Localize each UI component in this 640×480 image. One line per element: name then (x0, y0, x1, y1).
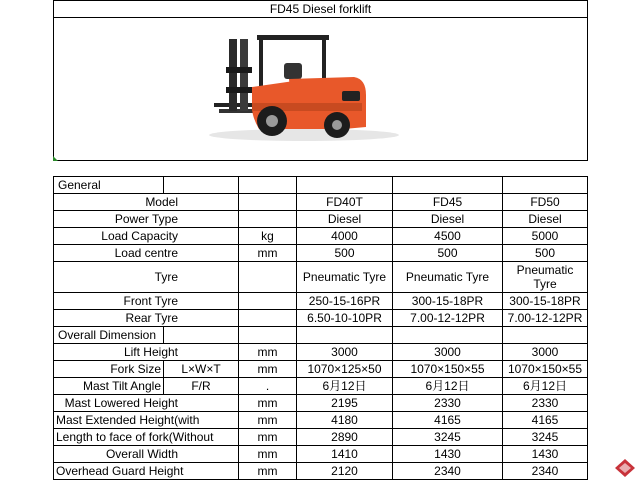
row-unit: mm (239, 395, 297, 412)
cell-fd50: 1070×150×55 (503, 361, 588, 378)
cell-fd45: Diesel (393, 211, 503, 228)
table-row (54, 177, 588, 194)
table-row (54, 378, 588, 395)
row-sublabel: L×W×T (164, 361, 239, 378)
row-label: Fork Size (54, 361, 164, 378)
cell-fd40t: 2120 (297, 463, 393, 480)
row-unit (239, 310, 297, 327)
cell-fd50: 7.00-12-12PR (503, 310, 588, 327)
row-unit: mm (239, 412, 297, 429)
cell-fd50 (503, 327, 588, 344)
row-sublabel (164, 177, 239, 194)
row-label: Mast Lowered Height (54, 395, 239, 412)
cell-fd50: 3000 (503, 344, 588, 361)
cell-fd45: 1070×150×55 (393, 361, 503, 378)
cell-fd50: 5000 (503, 228, 588, 245)
row-label: Length to face of fork(Without (54, 429, 239, 446)
forklift-image (54, 17, 587, 160)
row-label: General (54, 177, 164, 194)
cell-fd50: FD50 (503, 194, 588, 211)
row-unit (239, 177, 297, 194)
cell-fd50: 4165 (503, 412, 588, 429)
row-label: Tyre (54, 262, 239, 293)
cell-fd50: 3245 (503, 429, 588, 446)
table-row (54, 412, 588, 429)
row-unit (239, 211, 297, 228)
forklift-image-panel (53, 17, 588, 161)
row-label: Load Capacity (54, 228, 239, 245)
cell-corner-marker (53, 156, 58, 161)
cell-fd40t: 4180 (297, 412, 393, 429)
cell-fd40t: 3000 (297, 344, 393, 361)
row-label: Overhead Guard Height (54, 463, 239, 480)
table-row (54, 211, 588, 228)
cell-fd45: FD45 (393, 194, 503, 211)
row-unit: kg (239, 228, 297, 245)
table-row (54, 310, 588, 327)
cell-fd50: 500 (503, 245, 588, 262)
table-row (54, 228, 588, 245)
cell-fd45: 7.00-12-12PR (393, 310, 503, 327)
row-label: Front Tyre (54, 293, 239, 310)
cell-fd45 (393, 327, 503, 344)
row-label: Power Type (54, 211, 239, 228)
row-unit: mm (239, 429, 297, 446)
cell-fd40t: Pneumatic Tyre (297, 262, 393, 293)
cell-fd45: 3245 (393, 429, 503, 446)
cell-fd40t: 2890 (297, 429, 393, 446)
row-unit: mm (239, 344, 297, 361)
cell-fd50: 6月12日 (503, 378, 588, 395)
cell-fd40t: 250-15-16PR (297, 293, 393, 310)
logo-watermark (614, 458, 636, 478)
row-label: Model (54, 194, 239, 211)
cell-fd40t: 4000 (297, 228, 393, 245)
cell-fd45: 2340 (393, 463, 503, 480)
cell-fd45: 6月12日 (393, 378, 503, 395)
cell-fd40t: 2195 (297, 395, 393, 412)
cell-fd45: 4165 (393, 412, 503, 429)
cell-fd50: 2340 (503, 463, 588, 480)
cell-fd40t: Diesel (297, 211, 393, 228)
cell-fd50: 300-15-18PR (503, 293, 588, 310)
table-row (54, 446, 588, 463)
cell-fd45 (393, 177, 503, 194)
cell-fd40t: 6.50-10-10PR (297, 310, 393, 327)
row-unit (239, 293, 297, 310)
table-row (54, 429, 588, 446)
row-label: Overall Dimension (54, 327, 164, 344)
row-unit: . (239, 378, 297, 395)
cell-fd40t: 6月12日 (297, 378, 393, 395)
row-unit: mm (239, 446, 297, 463)
row-unit (239, 262, 297, 293)
cell-fd45: 300-15-18PR (393, 293, 503, 310)
cell-fd45: 3000 (393, 344, 503, 361)
row-sublabel: F/R (164, 378, 239, 395)
cell-fd45: 2330 (393, 395, 503, 412)
cell-fd40t (297, 327, 393, 344)
cell-fd40t: FD40T (297, 194, 393, 211)
row-label: Lift Height (54, 344, 239, 361)
row-unit: mm (239, 245, 297, 262)
document-title: FD45 Diesel forklift (53, 0, 588, 18)
cell-fd50: Pneumatic Tyre (503, 262, 588, 293)
table-row (54, 361, 588, 378)
cell-fd40t (297, 177, 393, 194)
table-row (54, 194, 588, 211)
row-unit (239, 327, 297, 344)
cell-fd50: 2330 (503, 395, 588, 412)
cell-fd45: 500 (393, 245, 503, 262)
table-row (54, 463, 588, 480)
cell-fd50 (503, 177, 588, 194)
row-unit: mm (239, 361, 297, 378)
cell-fd45: 1430 (393, 446, 503, 463)
row-label: Mast Tilt Angle (54, 378, 164, 395)
row-label: Rear Tyre (54, 310, 239, 327)
row-label: Overall Width (54, 446, 239, 463)
cell-fd45: Pneumatic Tyre (393, 262, 503, 293)
cell-fd45: 4500 (393, 228, 503, 245)
row-unit: mm (239, 463, 297, 480)
cell-fd50: Diesel (503, 211, 588, 228)
cell-fd40t: 1410 (297, 446, 393, 463)
cell-fd40t: 500 (297, 245, 393, 262)
cell-fd40t: 1070×125×50 (297, 361, 393, 378)
table-row (54, 344, 588, 361)
cell-fd50: 1430 (503, 446, 588, 463)
row-label: Mast Extended Height(with (54, 412, 239, 429)
row-unit (239, 194, 297, 211)
table-row (54, 293, 588, 310)
row-label: Load centre (54, 245, 239, 262)
row-sublabel (164, 327, 239, 344)
table-row (54, 245, 588, 262)
table-row (54, 327, 588, 344)
table-row (54, 395, 588, 412)
table-row (54, 262, 588, 293)
spec-table (53, 176, 588, 480)
